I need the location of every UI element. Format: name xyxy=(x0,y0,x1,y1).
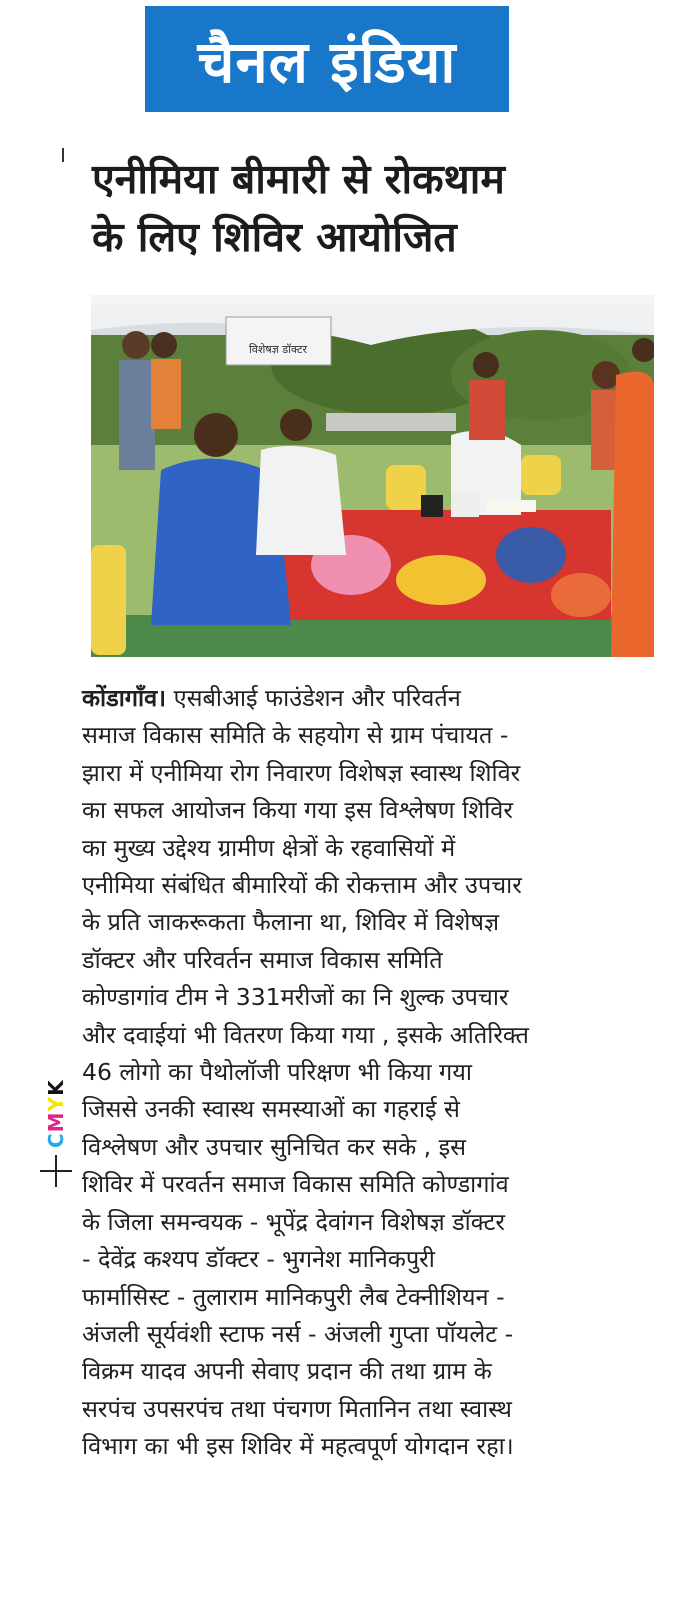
article-line: का सफल आयोजन किया गया इस विश्लेषण शिविर xyxy=(82,796,513,825)
article-line: 46 लोगो का पैथोलॉजी परिक्षण भी किया गया xyxy=(82,1058,472,1087)
article-line: विभाग का भी इस शिविर में महत्वपूर्ण योगदान रहा। xyxy=(82,1432,514,1461)
article-line: कोण्डागांव टीम ने 331मरीजों का नि शुल्क उपचार xyxy=(82,983,509,1012)
photo-banner-text: विशेषज्ञ डॉक्टर xyxy=(248,343,308,356)
headline-line-1: एनीमिया बीमारी से रोकथाम xyxy=(92,155,505,203)
newspaper-masthead xyxy=(145,6,509,112)
article-line: जिससे उनकी स्वास्थ समस्याओं का गहराई से xyxy=(82,1095,460,1124)
column-tick-mark xyxy=(62,148,64,162)
article-line: - देवेंद्र कश्यप डॉक्टर - भुगनेश मानिकपुरी xyxy=(82,1245,435,1274)
cmyk-print-mark: CMYK xyxy=(44,1079,68,1148)
article-line: फार्मासिस्ट - तुलाराम मानिकपुरी लैब टेक्नीशियन - xyxy=(82,1282,505,1311)
article-body xyxy=(82,680,654,1466)
article-dateline: कोंडागाँव। xyxy=(82,684,167,712)
article-headline xyxy=(92,150,652,266)
article-line: के जिला समन्वयक - भूपेंद्र देवांगन विशेषज्ञ डॉक्टर xyxy=(82,1207,506,1236)
article-line: के प्रति जाकरूकता फैलाना था, शिविर में विशेषज्ञ xyxy=(82,908,500,937)
article-line: कोंडागाँव। एसबीआई फाउंडेशन और परिवर्तन xyxy=(82,684,461,712)
article-line: एनीमिया संबंधित बीमारियों की रोकत्ताम और उपचार xyxy=(82,871,522,900)
masthead-title: चैनल इंडिया xyxy=(197,27,457,96)
article-line: विश्लेषण और उपचार सुनिचित कर सके , इस xyxy=(82,1132,467,1161)
article-line: समाज विकास समिति के सहयोग से ग्राम पंचायत - xyxy=(82,721,509,750)
article-line: डॉक्टर और परिवर्तन समाज विकास समिति xyxy=(82,945,443,974)
article-line: का मुख्य उद्देश्य ग्रामीण क्षेत्रों के रहवासियों में xyxy=(82,833,456,862)
article-line: विक्रम यादव अपनी सेवाए प्रदान की तथा ग्राम के xyxy=(82,1357,492,1386)
article-line: शिविर में परवर्तन समाज विकास समिति कोण्डागांव xyxy=(82,1170,509,1199)
headline-line-2: के लिए शिविर आयोजित xyxy=(92,213,457,261)
article-line: और दवाईयां भी वितरण किया गया , इसके अतिरिक्त xyxy=(82,1020,529,1049)
article-line: अंजली सूर्यवंशी स्टाफ नर्स - अंजली गुप्ता पॉयलेट - xyxy=(82,1319,514,1348)
registration-cross-mark xyxy=(40,1155,72,1187)
article-photo xyxy=(91,295,654,657)
article-line: झारा में एनीमिया रोग निवारण विशेषज्ञ स्वास्थ शिविर xyxy=(82,758,521,787)
article-line: सरपंच उपसरपंच तथा पंचगण मितानिन तथा स्वास्थ xyxy=(82,1394,512,1423)
